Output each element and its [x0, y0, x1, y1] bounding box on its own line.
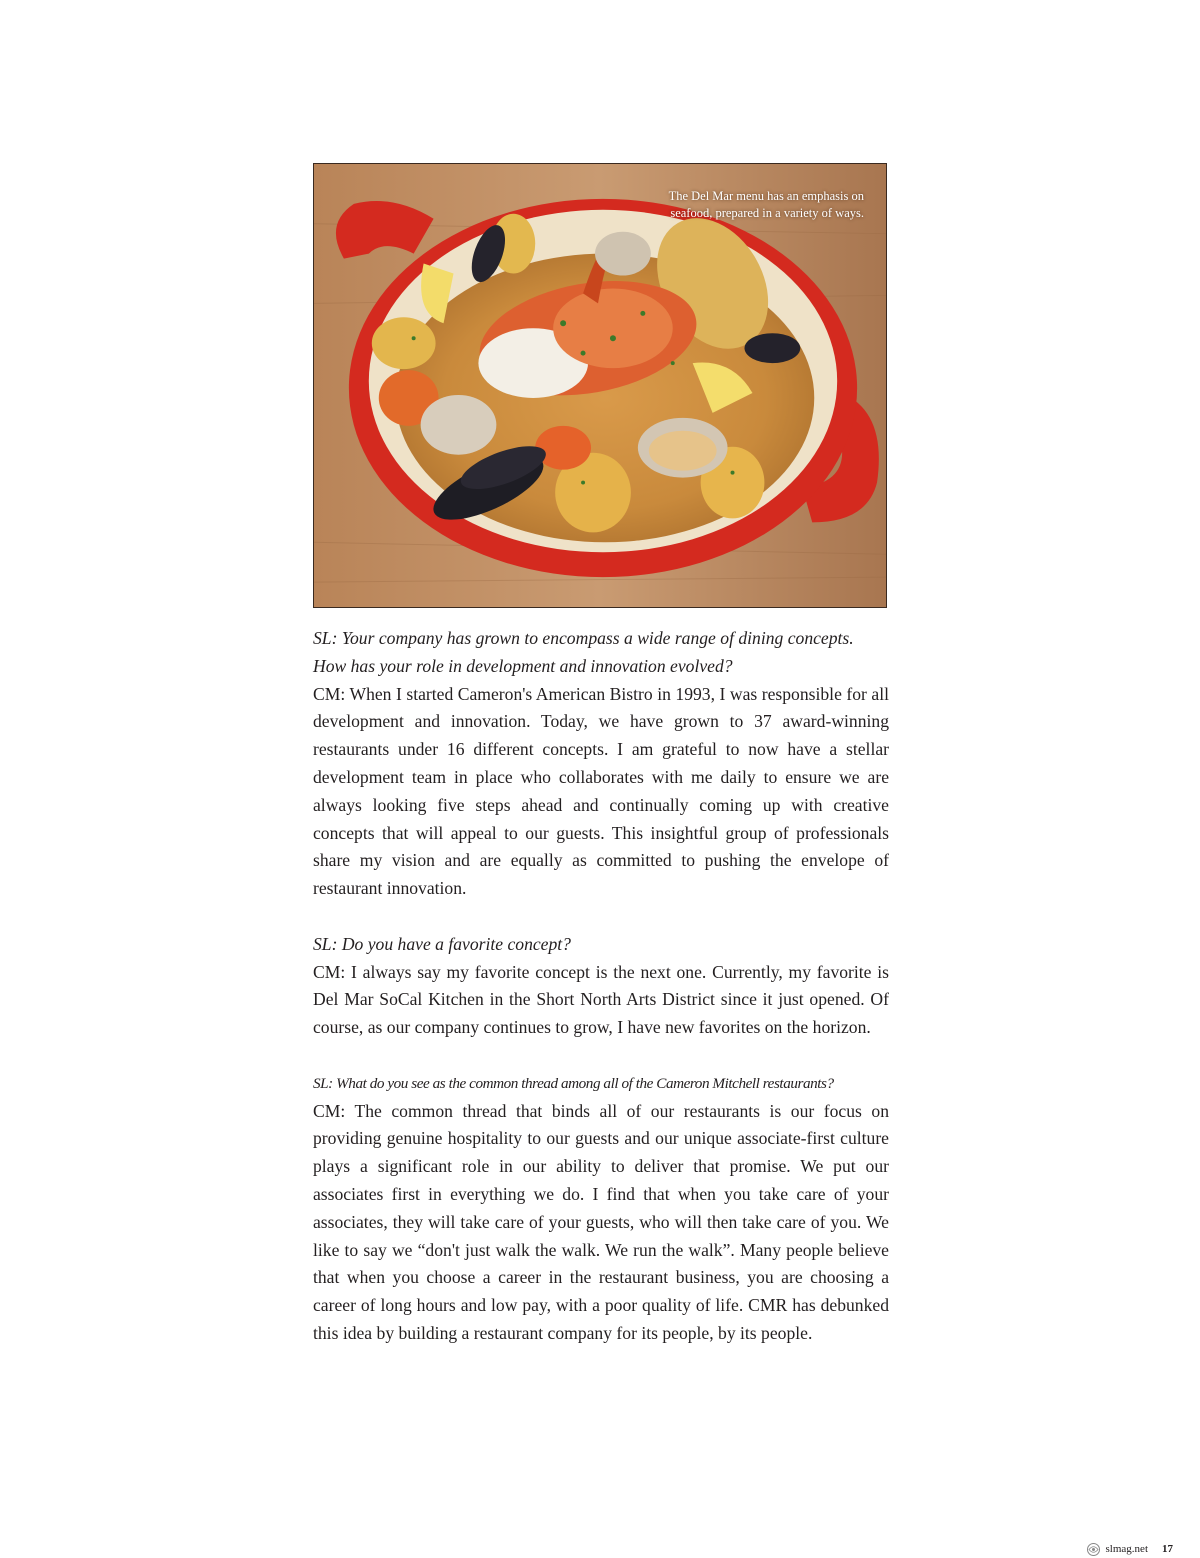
- photo-caption: The Del Mar menu has an emphasis on seafood, prepared in a variety of ways.: [668, 189, 864, 220]
- interview-question: SL: What do you see as the common thread among all of the Cameron Mitchell restaurants?: [313, 1074, 834, 1092]
- page-footer: [1087, 1542, 1173, 1556]
- footer-site[interactable]: slmag.net: [1105, 1543, 1148, 1555]
- qa-block: [313, 625, 889, 903]
- seafood-pan-illustration: [314, 164, 886, 607]
- slmag-logo-icon: [1087, 1543, 1100, 1556]
- qa-block: [313, 1070, 889, 1348]
- article-photo: [313, 163, 887, 608]
- interview-question: SL: Your company has grown to encompass a wide range of dining concepts. How has your role in development and innovation evolved?: [313, 628, 854, 676]
- page-number: 17: [1162, 1543, 1173, 1555]
- qa-block: [313, 931, 889, 1042]
- interview-answer: CM: The common thread that binds all of our restaurants is our focus on providing genuine hospitality to our guests and our unique associate-first culture plays a significant role in our ability to deliver that promise. We put our associates first in everything we do. I find that when you take care of your associates, they will take care of your guests, who will then take care of you. We like to say we “don't just walk the walk. We run the walk”. Many people believe that when you choose a career in the restaurant business, you are choosing a career of long hours and low pay, with a poor quality of life. CMR has debunked this idea by building a restaurant company for its people, by its people.: [313, 1100, 889, 1343]
- interview-body: [313, 625, 889, 1376]
- interview-question: SL: Do you have a favorite concept?: [313, 933, 571, 954]
- interview-answer: CM: I always say my favorite concept is the next one. Currently, my favorite is Del Mar SoCal Kitchen in the Short North Arts District since it just opened. Of course, as our company continues to grow, I have new favorites on the horizon.: [313, 961, 889, 1038]
- interview-answer: CM: When I started Cameron's American Bistro in 1993, I was responsible for all development and innovation. Today, we have grown to 37 award-winning restaurants under 16 different concepts. I am grateful to now have a stellar development team in place who collaborates with me daily to ensure we are always looking five steps ahead and continually coming up with creative concepts that will appeal to our guests. This insightful group of professionals share my vision and are equally as committed to pushing the envelope of restaurant innovation.: [313, 683, 889, 899]
